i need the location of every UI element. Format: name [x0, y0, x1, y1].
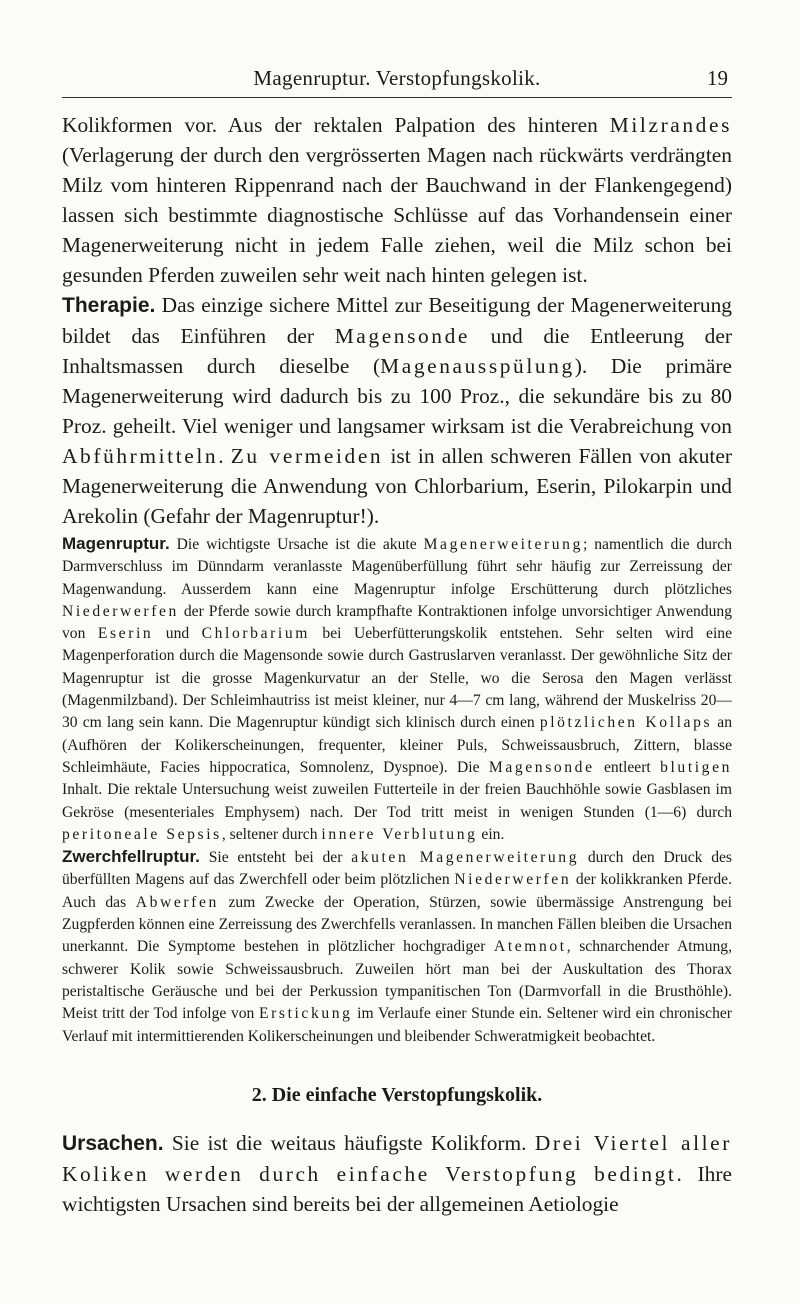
body-text-large — [62, 110, 732, 531]
running-title: Magenruptur. Verstopfungskolik. — [253, 66, 541, 90]
emphasis-text: Atemnot — [493, 938, 567, 956]
emphasis-text: Eserin — [97, 625, 154, 643]
paragraph-milzrand: Kolikformen vor. Aus der rektalen Palpation des hinteren Milzrandes (Verlagerung der durch den vergrösserten Magen nach rückwärts verdrängten Milz vom hinteren Rippenrand nach der Bauchwand in der Flankengegend) lassen sich bestimmte diagnostische Schlüsse auf das Vorhandensein einer Magenerweiterung nicht in jedem Falle ziehen, weil die Milz schon bei gesunden Pferden zuweilen sehr weit nach hinten gelegen ist. — [62, 113, 732, 287]
heading-ursachen: Ursachen. — [62, 1132, 164, 1156]
emphasis-text: blutigen — [660, 758, 732, 776]
paragraph-magenruptur: Magenruptur. Die wichtigste Ursache ist die akute Magenerweiterung; namentlich die durch Darmverschluss im Dünndarm veranlasste Magenüberfüllung führt sehr häufig zur Zerreissung der Magenwandung. Ausserdem kann eine Magenruptur infolge Erschütterung durch plötzliches Niederwerfen der Pferde sowie durch krampfhafte Kontraktionen infolge unvorsichtiger Anwendung von Eserin und Chlorbarium bei Ueberfütterungskolik entstehen. Sehr selten wird eine Magenperforation durch die Magensonde sowie durch Gastruslarven veranlasst. Der gewöhnliche Sitz der Magenruptur ist die grosse Magenkurvatur an der Stelle, wo die Serosa den Magen verlässt (Magenmilzband). Der Schleimhautriss ist meist kleiner, nur 4—7 cm lang, während der Muskelriss 20—30 cm lang sein kann. Die Magenruptur kündigt sich klinisch durch einen plötzlichen Kollaps an (Aufhören der Kolikerscheinungen, frequenter, kleiner Puls, Schweissausbruch, Zittern, blasse Schleimhäute, Facies hippocratica, Somnolenz, Dyspnoe). Die Magensonde entleert blutigen Inhalt. Die rektale Untersuchung weist zuweilen Futterteile in der freien Bauchhöhle sowie Gasblasen im Gekröse (mesenteriales Emphysem) nach. Der Tod tritt meist in wenigen Stunden (1—6) durch peritoneale Sepsis, seltener durch innere Verblutung ein. — [62, 534, 733, 843]
emphasis-text: peritoneale Sepsis — [62, 825, 222, 843]
emphasis-text: Niederwerfen — [62, 602, 179, 620]
emphasis-text: innere Verblutung — [321, 825, 478, 843]
heading-therapie: Therapie. — [62, 294, 156, 317]
heading-zwerchfellruptur: Zwerchfellruptur. — [62, 847, 200, 867]
emphasis-text: plötzlichen Kollaps — [539, 714, 713, 732]
section-heading: 2. Die einfache Verstopfungskolik. — [251, 1083, 543, 1106]
emphasis-text: Erstickung — [258, 1005, 353, 1023]
running-header — [62, 66, 732, 96]
emphasis-text: Zu vermeiden — [230, 444, 384, 468]
emphasis-text: Milzrandes — [609, 113, 732, 137]
paragraph-therapie: Therapie. Das einzige sichere Mittel zur Beseitigung der Magenerweiterung bildet das Einführen der Magensonde und die Entleerung der Inhaltsmassen durch dieselbe (Magenausspülung). Die primäre Magenerweiterung wird dadurch bis zu 100 Proz., die sekundäre bis zu 80 Proz. geheilt. Viel weniger und langsamer wirksam ist die Verabreichung von Abführmitteln. Zu vermeiden ist in allen schweren Fällen von akuter Magenerweiterung die Anwendung von Chlorbarium, Eserin, Pilokarpin und Arekolin (Gefahr der Magenruptur!). — [62, 293, 732, 528]
emphasis-text: Abwerfen — [135, 893, 219, 911]
emphasis-text: Niederwerfen — [454, 871, 572, 889]
header-rule — [62, 97, 732, 98]
page — [62, 66, 732, 1241]
emphasis-text: Magensonde — [334, 324, 470, 348]
emphasis-text: Drei Viertel aller Koliken werden durch einfache Verstopfung bedingt. — [62, 1131, 732, 1187]
emphasis-text: Abführmitteln — [62, 444, 219, 468]
body-text-small — [62, 533, 732, 1048]
emphasis-text: Chlorbarium — [201, 625, 310, 643]
emphasis-text: Magenerweiterung — [423, 536, 583, 553]
paragraph-ursachen: Ursachen. Sie ist die weitaus häufigste Kolikform. Drei Viertel aller Koliken werden durch einfache Verstopfung bedingt. Ihre wichtigsten Ursachen sind bereits bei der allgemeinen Aetiologie — [62, 1131, 732, 1217]
paragraph-zwerchfellruptur: Zwerchfellruptur. Sie entsteht bei der akuten Magenerweiterung durch den Druck des überfüllten Magens auf das Zwerchfell oder beim plötzlichen Niederwerfen der kolikkranken Pferde. Auch das Abwerfen zum Zwecke der Operation, Stürzen, sowie übermässige Anstrengung bei Zugpferden können eine Zerreissung des Zwerchfells veranlassen. In manchen Fällen bleiben die Ursachen unerkannt. Die Symptome bestehen in plötzlicher hochgradiger Atemnot, schnarchender Atmung, schwerer Kolik sowie Schweissausbruch. Zuweilen hört man bei der Auskultation des Thorax peristaltische Geräusche und bei der Perkussion tympanitischen Ton (Darmvorfall in die Brusthöhle). Meist tritt der Tod infolge von Erstickung im Verlaufe einer Stunde ein. Seltener wird ein chronischer Verlauf mit intermittierenden Kolikerscheinungen und bleibender Schweratmigkeit beobachtet. — [62, 847, 732, 1045]
emphasis-text: Magenausspülung — [380, 354, 575, 378]
page-number: 19 — [707, 66, 728, 90]
heading-magenruptur: Magenruptur. — [62, 534, 170, 553]
emphasis-text: Magensonde — [488, 758, 595, 776]
body-text-ursachen — [62, 1128, 732, 1219]
emphasis-text: akuten Magenerweiterung — [351, 849, 580, 867]
